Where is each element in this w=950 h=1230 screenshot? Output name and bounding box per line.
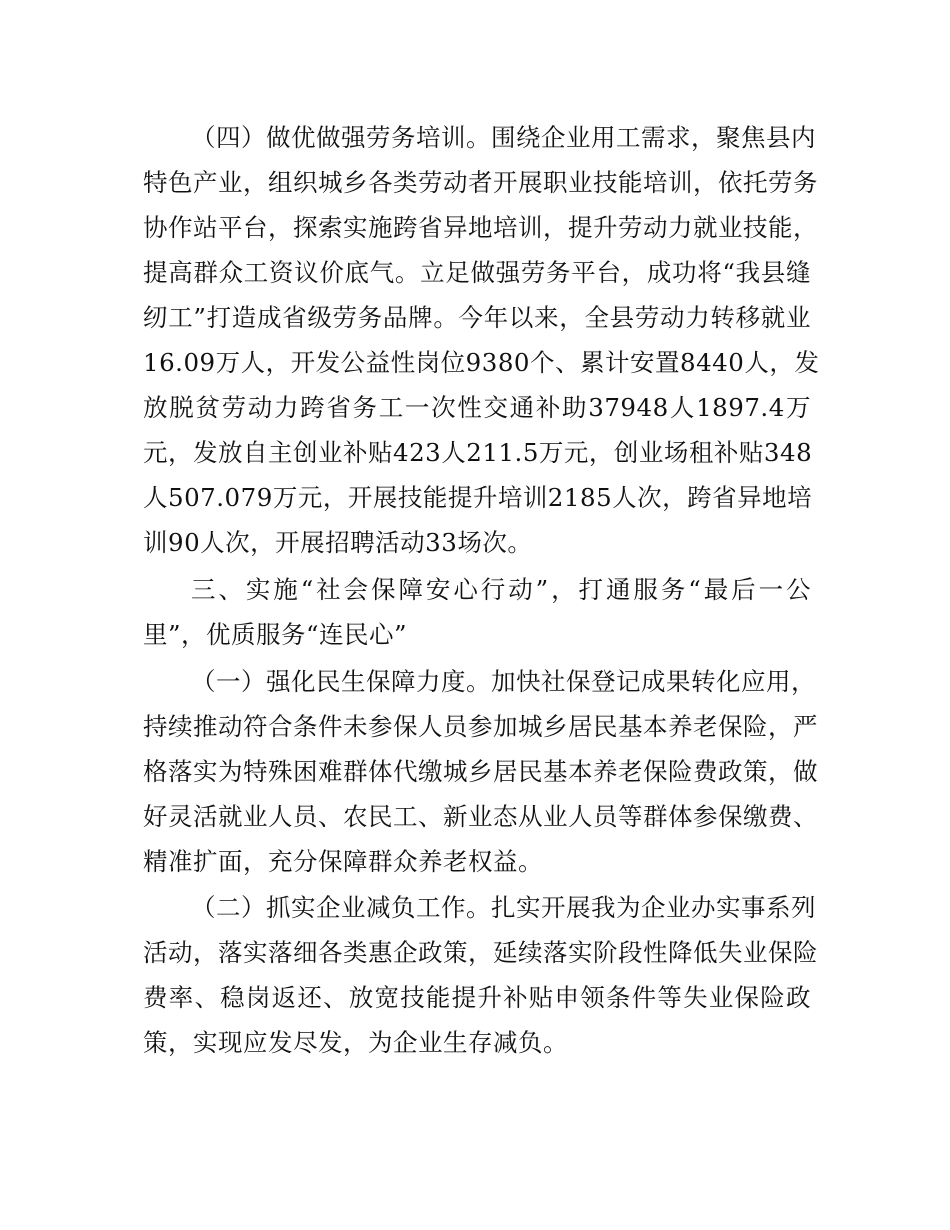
text-line: （一）强化民生保障力度。加快社保登记成果转化应用， — [191, 667, 816, 696]
text-line: 16.09万人，开发公益性岗位9380个、累计安置8440人，发 — [143, 348, 820, 377]
text-line: 特色产业，组织城乡各类劳动者开展职业技能培训，依托劳务 — [143, 168, 818, 197]
text-line: 精准扩面，充分保障群众养老权益。 — [143, 847, 543, 876]
text-line: 活动，落实落细各类惠企政策，延续落实阶段性降低失业保险 — [143, 938, 818, 967]
text-line: 持续推动符合条件未参保人员参加城乡居民基本养老保险，严 — [143, 712, 818, 741]
text-line: 好灵活就业人员、农民工、新业态从业人员等群体参保缴费、 — [143, 802, 818, 831]
text-line: （四）做优做强劳务培训。围绕企业用工需求，聚焦县内 — [191, 123, 816, 152]
text-line: 格落实为特殊困难群体代缴城乡居民基本养老保险费政策，做 — [143, 757, 818, 786]
text-line: 费率、稳岗返还、放宽技能提升补贴申领条件等失业保险政 — [143, 983, 811, 1012]
heading-line: 里”，优质服务“连民心” — [143, 620, 408, 649]
text-line: 训90人次，开展招聘活动33场次。 — [143, 528, 533, 557]
text-line: 元，发放自主创业补贴423人211.5万元，创业场租补贴348 — [143, 438, 813, 467]
text-line: 纫工”打造成省级劳务品牌。今年以来，全县劳动力转移就业 — [143, 303, 811, 332]
text-line: 协作站平台，探索实施跨省异地培训，提升劳动力就业技能， — [143, 213, 818, 242]
text-line: （二）抓实企业减负工作。扎实开展我为企业办实事系列 — [191, 893, 816, 922]
text-line: 放脱贫劳动力跨省务工一次性交通补助37948人1897.4万 — [143, 393, 811, 422]
text-line: 提高群众工资议价底气。立足做强劳务平台，成功将“我县缝 — [143, 258, 811, 287]
heading-line: 三、实施“社会保障安心行动”，打通服务“最后一公 — [191, 575, 811, 604]
text-line: 策，实现应发尽发，为企业生存减负。 — [143, 1028, 568, 1057]
text-line: 人507.079万元，开展技能提升培训2185人次，跨省异地培 — [143, 483, 813, 512]
